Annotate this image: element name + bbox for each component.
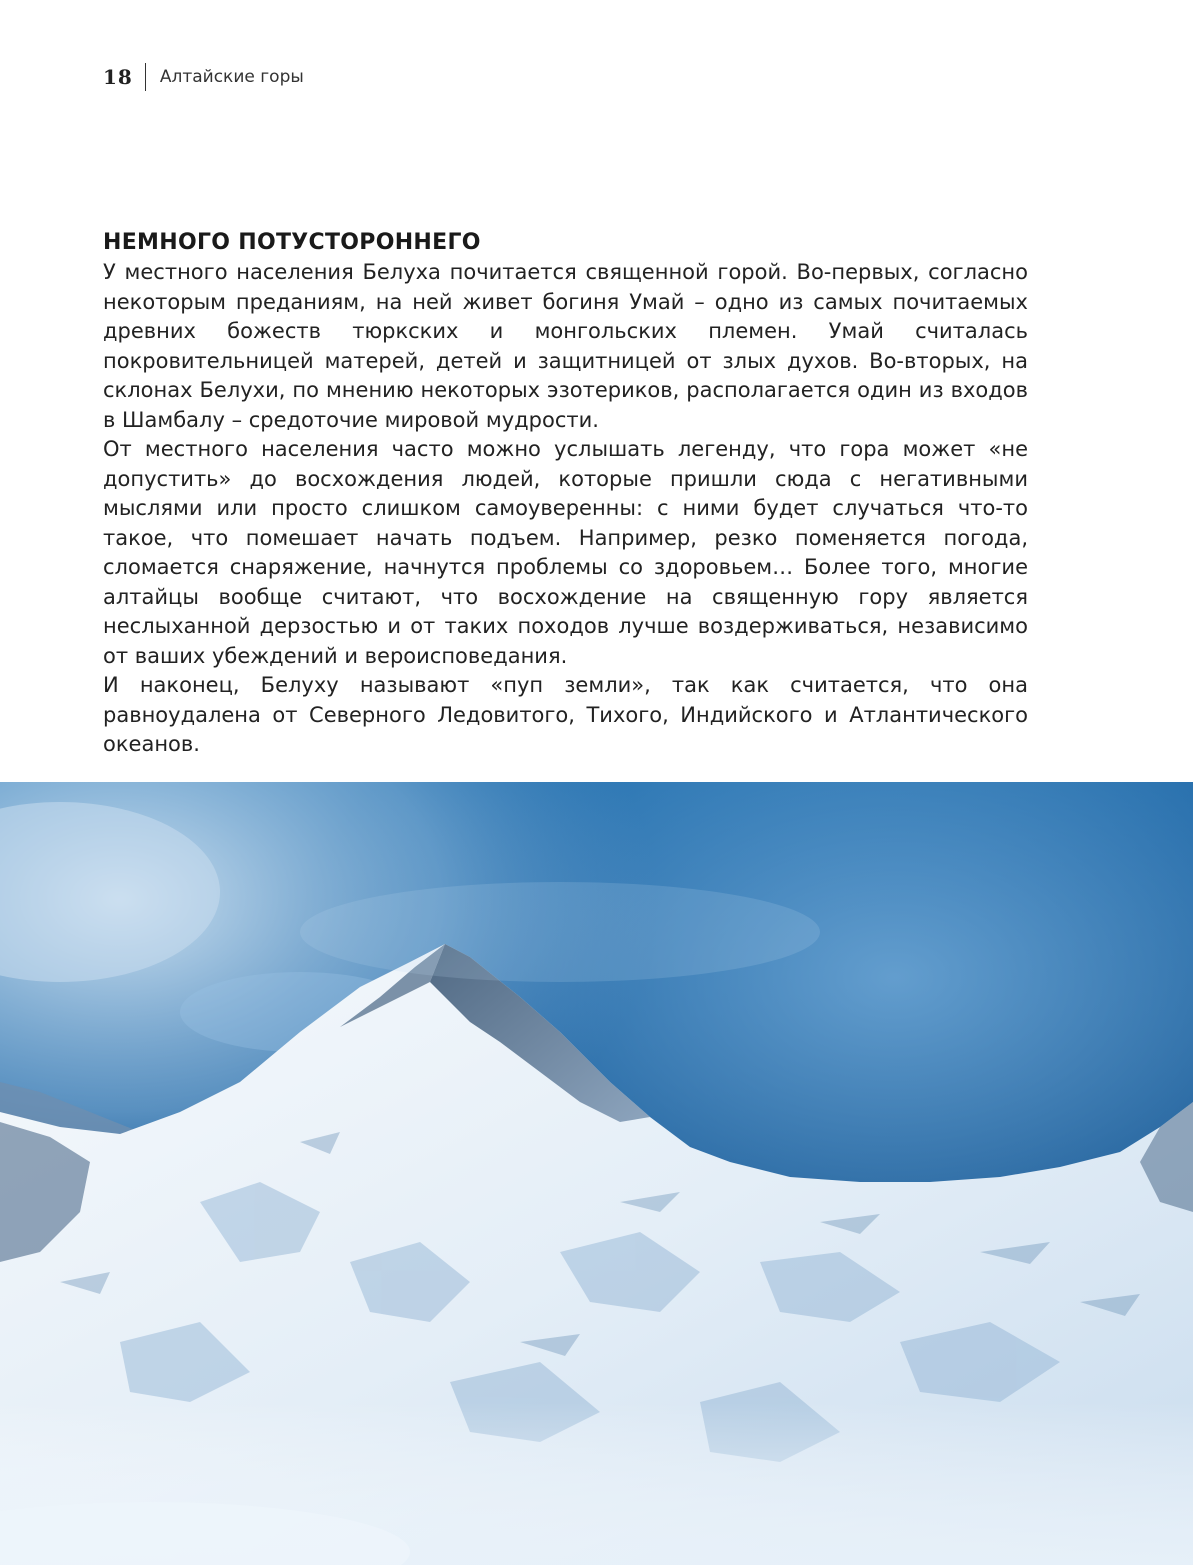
paragraph-2: От местного населения часто можно услышать легенду, что гора может «не допустить» до восхождения людей, которые пришли сюда с негативными мыслями или просто слишком самоуверенны: с ними будет случаться что-то такое, что помешает начать подъем. Например, резко поменяется погода, сломается снаряжение, начнутся проблемы со здоровьем… Более того, многие алтайцы вообще считают, что восхождение на священную гору является неслыханной дерзостью и от таких походов лучше воздерживаться, независимо от ваших убеждений и вероисповедания. xyxy=(103,437,1028,668)
article-heading: НЕМНОГО ПОТУСТОРОННЕГО xyxy=(103,230,481,255)
running-head-section: Алтайские горы xyxy=(159,67,304,87)
head-divider xyxy=(145,63,146,91)
article xyxy=(103,228,1028,760)
mountain-photo xyxy=(0,782,1193,1565)
page-number: 18 xyxy=(103,65,133,89)
mountain-illustration xyxy=(0,782,1193,1565)
summit-haze xyxy=(300,882,820,982)
paragraph-1: У местного населения Белуха почитается священной горой. Во-первых, согласно некоторым преданиям, на ней живет богиня Умай – одно из самых почитаемых древних божеств тюркских и монгольских племен. Умай считалась покровительницей матерей, детей и защитницей от злых духов. Во-вторых, на склонах Белухи, по мнению некоторых эзотериков, располагается один из входов в Шамбалу – средоточие мировой мудрости. xyxy=(103,260,1028,432)
paragraph-3: И наконец, Белуху называют «пуп земли», так как считается, что она равноудалена от Северного Ледовитого, Тихого, Индийского и Атлантического океанов. xyxy=(103,673,1028,756)
running-head xyxy=(103,62,304,92)
